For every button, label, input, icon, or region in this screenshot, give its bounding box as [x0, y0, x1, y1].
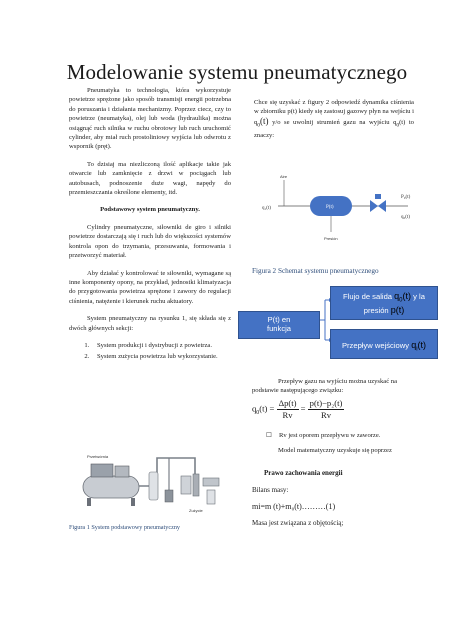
rv-bullet: ☐ — [266, 432, 272, 439]
input-flow-box: Przepływ wejściowy $q_i(t)$ — [330, 329, 438, 359]
compressor-motor — [91, 464, 113, 477]
pneumatic-system-figure — [77, 446, 227, 516]
consumption-label: Zużycie — [189, 508, 203, 513]
cylinders-paragraph: Cylindry pneumatyczne, siłowniki de giro i silniki powietrze dostarczają się i ruch lub do większości systemów kontrola opon do trzymania, przesuwania, formowania i przetworzyć materiał. — [69, 223, 231, 260]
flow-paragraph: Przepływ gazu na wyjściu można uzyskać na podstawie następującego związku: — [252, 378, 398, 395]
law-heading: Prawo zachowania energii — [264, 469, 343, 477]
tank-schematic-figure — [258, 170, 418, 250]
left-column — [69, 86, 231, 370]
svg-text:Aire: Aire — [280, 174, 288, 179]
compressor-label: Przetwórnia — [87, 454, 109, 459]
right-intro-paragraph: Chce się uzyskać z figury 2 odpowiedź dynamika ciśnienia w zbiorniku p(t) kiedy się zastosuj gazowy płyn na wejściu i $q_0(t)$ y/o se uwolnij strumień gazu na wyjściu $q_0(t)$ to znaczy: — [254, 99, 414, 139]
list-item: 1. System produkcji i dystrybucji z powietrza. — [91, 341, 231, 350]
svg-text:P₀(t): P₀(t) — [401, 195, 411, 200]
pressure-function-box: P(t) en funkcja — [238, 311, 320, 339]
actuators-paragraph: Aby działać y kontrolować te siłowniki, wymagane są inne komponenty opony, na przykład, jednostki klimatyzacja do przygotowania powietrza sprężone i zawory do regulacji ciśnienia, natężenie i kierunek ruchu aktuatory. — [69, 269, 231, 305]
balance-label: Bilans masy: — [252, 486, 289, 494]
compressor-tank — [83, 476, 139, 498]
sections-list — [91, 341, 231, 362]
system-paragraph: System pneumatyczny na rysunku 1, się składa się z dwóch głównych sekcji: — [69, 315, 231, 332]
svg-text:P(t): P(t) — [326, 205, 334, 210]
today-paragraph: To dzisiaj ma niezliczoną ilość aplikacje takie jak otwarcie lub zamknięcie z drzwi w pociągach lub autobusach, podnoszenie duże wagi, napędy do przemieszczania określone elementy, itd. — [69, 160, 231, 197]
right-column — [254, 98, 414, 148]
valve-icon — [370, 200, 378, 212]
svg-text:Presión: Presión — [324, 236, 338, 241]
page-title: Modelowanie systemu pneumatycznego — [66, 60, 408, 84]
section-heading: Podstawowy system pneumatyczny. — [100, 206, 200, 214]
intro-paragraph: Pneumatyka to technologia, która wykorzystuje powietrze sprężone jako sposób transmisji energii potrzebna do poruszania i działania mechanizmy. Poprzez ciecz, czy to powietrze (neumatyka), olej lub woda (hydraulika) można osiągnąć ruch silnika w ruchu obrotowy lub ruch uruchomić cylinder, aby miał ruch prostoliniowy wyjścia lub odwrotu z wspornik (pręt). — [69, 87, 231, 151]
figure1-caption: Figura 1 System podstawowy pneumatyczny — [69, 524, 181, 531]
figure2-caption: Figura 2 Schemat systemu pneumatycznego — [252, 267, 379, 275]
dryer-unit — [149, 472, 158, 500]
rv-text: Rv jest oporem przepływu w zaworze. — [279, 432, 381, 439]
flow-equation: $q_0(t)$ = $\frac{\Delta p(t)}{Rv}$ = $\frac{\text{p(t)−p₂(t)}}{Rv}$ — [252, 398, 343, 420]
mass-related-text: Masa jest związana z objętością; — [252, 519, 344, 527]
list-item: 2. System zużycia powietrza lub wykorzystanie. — [91, 352, 231, 361]
mass-equation: mi=m (t)+m₀(t)………(1) — [252, 502, 336, 511]
svg-text:q₀(t): q₀(t) — [401, 215, 410, 220]
svg-text:q₁(t): q₁(t) — [262, 206, 271, 211]
model-paragraph: Model matematyczny uzyskuje się poprzez — [278, 447, 392, 454]
cylinder-actuator — [203, 478, 219, 486]
output-flow-box: Flujo de salida $q_0(t)$ y la presión p(t) — [330, 286, 438, 320]
